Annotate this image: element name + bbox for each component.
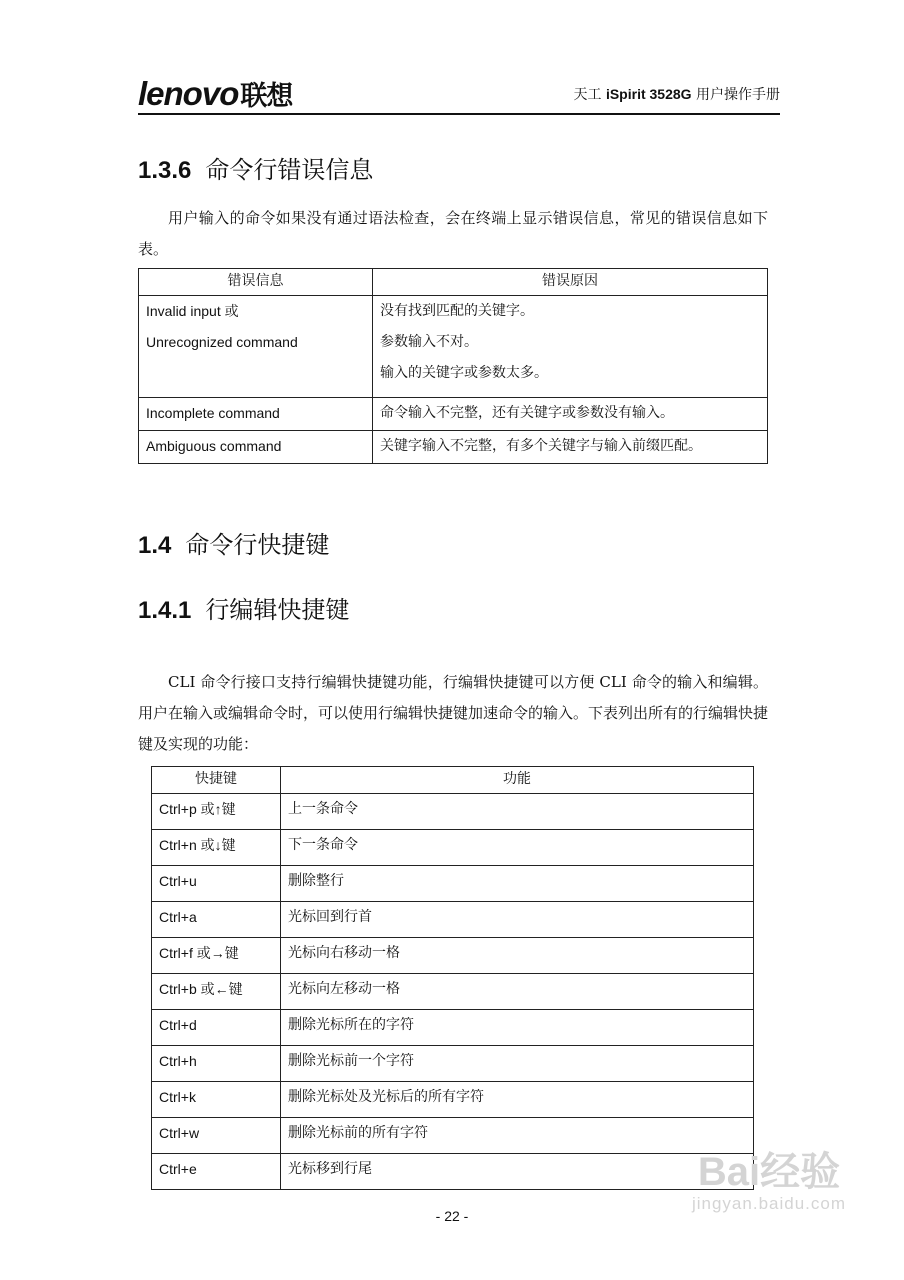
error-cause: 没有找到匹配的关键字。 bbox=[380, 303, 534, 319]
section-number: 1.4.1 bbox=[138, 597, 192, 624]
table-row bbox=[152, 794, 754, 830]
page-number: - 22 - bbox=[435, 1208, 469, 1224]
shortcut-function: 上一条命令 bbox=[281, 794, 754, 830]
shortcut-key: Ctrl+n 或↓键 bbox=[152, 830, 281, 866]
error-message-cell bbox=[139, 398, 373, 431]
header-divider bbox=[138, 113, 780, 115]
table-row bbox=[152, 1118, 754, 1154]
section-title: 行编辑快捷键 bbox=[205, 596, 350, 624]
shortcut-function: 删除光标前的所有字符 bbox=[281, 1118, 754, 1154]
shortcut-key: Ctrl+a bbox=[152, 902, 281, 938]
error-cause-cell bbox=[373, 296, 768, 398]
table-row bbox=[152, 1010, 754, 1046]
table-row bbox=[152, 938, 754, 974]
shortcut-function: 光标向右移动一格 bbox=[281, 938, 754, 974]
section-heading-1-4 bbox=[138, 525, 329, 560]
baidu-jingyan-watermark bbox=[692, 1150, 846, 1214]
column-header: 功能 bbox=[281, 767, 754, 794]
shortcut-key: Ctrl+u bbox=[152, 866, 281, 902]
error-message-table bbox=[138, 268, 768, 464]
table-header-row bbox=[139, 269, 768, 296]
section-title: 命令行快捷键 bbox=[185, 531, 330, 559]
error-message: Invalid input 或 bbox=[146, 303, 239, 319]
shortcut-function: 删除光标所在的字符 bbox=[281, 1010, 754, 1046]
shortcut-key: Ctrl+p 或↑键 bbox=[152, 794, 281, 830]
shortcut-function: 光标回到行首 bbox=[281, 902, 754, 938]
shortcut-function: 删除整行 bbox=[281, 866, 754, 902]
title-suffix: 用户操作手册 bbox=[691, 87, 780, 103]
error-cause-cell bbox=[373, 431, 768, 464]
shortcut-key: Ctrl+b 或←键 bbox=[152, 974, 281, 1010]
table-header-row bbox=[152, 767, 754, 794]
error-message: Unrecognized command bbox=[146, 334, 298, 350]
shortcut-intro-paragraph: CLI 命令行接口支持行编辑快捷键功能，行编辑快捷键可以方便 CLI 命令的输入和编辑。用户在输入或编辑命令时，可以使用行编辑快捷键加速命令的输入。下表列出所有的行编辑快捷键及实现的功能： bbox=[138, 673, 769, 753]
shortcut-function: 光标移到行尾 bbox=[281, 1154, 754, 1190]
table-row bbox=[152, 974, 754, 1010]
shortcut-key: Ctrl+w bbox=[152, 1118, 281, 1154]
page-header bbox=[138, 72, 780, 114]
section-number: 1.3.6 bbox=[138, 157, 192, 184]
shortcut-function: 删除光标前一个字符 bbox=[281, 1046, 754, 1082]
shortcut-key: Ctrl+e bbox=[152, 1154, 281, 1190]
document-title bbox=[574, 84, 781, 104]
shortcut-key: Ctrl+k bbox=[152, 1082, 281, 1118]
title-prefix: 天工 bbox=[573, 87, 606, 103]
shortcut-function: 光标向左移动一格 bbox=[281, 974, 754, 1010]
watermark-url: jingyan.baidu.com bbox=[691, 1194, 846, 1213]
table-row bbox=[152, 902, 754, 938]
table-row bbox=[152, 830, 754, 866]
shortcut-key: Ctrl+f 或→键 bbox=[152, 938, 281, 974]
error-cause: 输入的关键字或参数太多。 bbox=[380, 365, 548, 381]
shortcut-key: Ctrl+d bbox=[152, 1010, 281, 1046]
error-cause: 命令输入不完整，还有关键字或参数没有输入。 bbox=[380, 405, 674, 421]
error-cause: 参数输入不对。 bbox=[380, 334, 478, 350]
table-row bbox=[139, 398, 768, 431]
error-message-cell bbox=[139, 431, 373, 464]
error-cause: 关键字输入不完整，有多个关键字与输入前缀匹配。 bbox=[380, 438, 702, 454]
table-row bbox=[139, 431, 768, 464]
table-row bbox=[152, 866, 754, 902]
section-heading-1-3-6 bbox=[138, 150, 373, 185]
column-header: 错误原因 bbox=[373, 269, 768, 296]
error-cause-cell bbox=[373, 398, 768, 431]
shortcut-function: 删除光标处及光标后的所有字符 bbox=[281, 1082, 754, 1118]
lenovo-logo bbox=[138, 74, 292, 113]
column-header: 快捷键 bbox=[152, 767, 281, 794]
section-title: 命令行错误信息 bbox=[205, 156, 374, 184]
column-header: 错误信息 bbox=[139, 269, 373, 296]
title-model: iSpirit 3528G bbox=[605, 86, 692, 102]
error-message: Incomplete command bbox=[146, 405, 280, 421]
section-number: 1.4 bbox=[138, 532, 172, 559]
table-row bbox=[139, 296, 768, 398]
watermark-main: Bai经验 bbox=[697, 1150, 841, 1194]
shortcut-key-table bbox=[151, 766, 754, 1190]
logo-wordmark: lenovo bbox=[138, 75, 239, 112]
section-heading-1-4-1 bbox=[138, 590, 349, 625]
shortcut-key: Ctrl+h bbox=[152, 1046, 281, 1082]
error-message: Ambiguous command bbox=[146, 438, 282, 454]
error-intro-paragraph: 用户输入的命令如果没有通过语法检查，会在终端上显示错误信息，常见的错误信息如下表。 bbox=[138, 209, 768, 258]
table-row bbox=[152, 1046, 754, 1082]
error-message-cell bbox=[139, 296, 373, 398]
table-row bbox=[152, 1082, 754, 1118]
logo-chinese: 联想 bbox=[240, 81, 293, 112]
table-row bbox=[152, 1154, 754, 1190]
shortcut-function: 下一条命令 bbox=[281, 830, 754, 866]
